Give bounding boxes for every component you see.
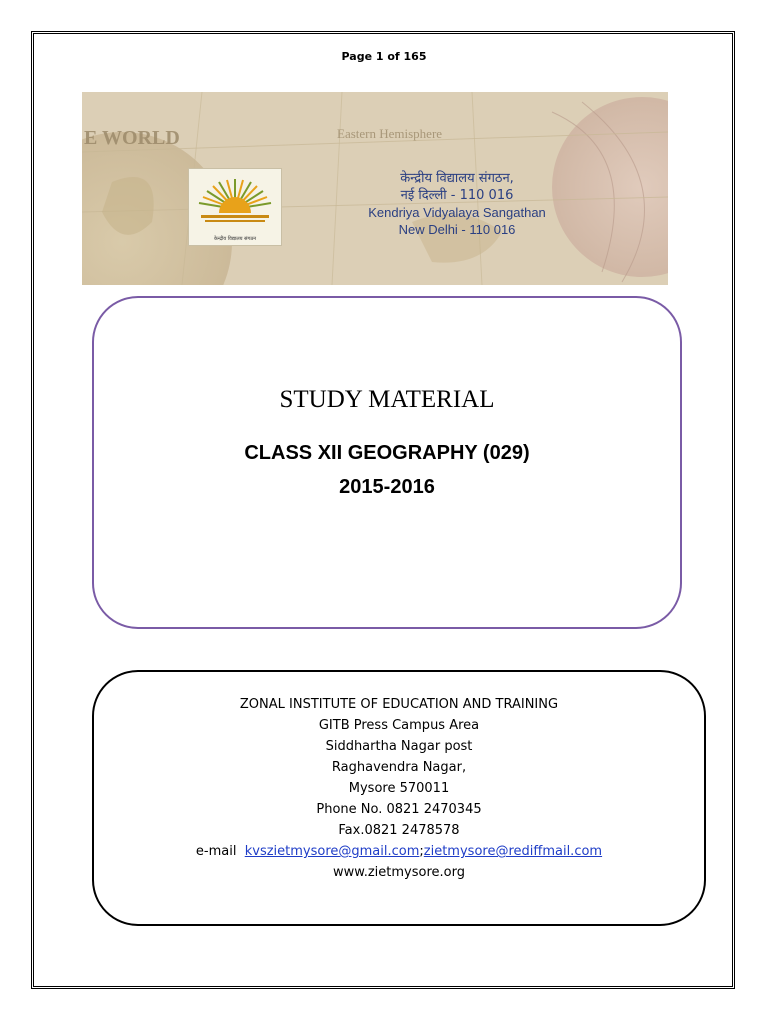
fax-number: Fax.0821 2478578 <box>338 823 460 838</box>
website: www.zietmysore.org <box>333 865 465 880</box>
kvs-address-text <box>312 170 602 238</box>
email-label: e-mail <box>195 844 237 859</box>
kvs-banner <box>82 92 668 285</box>
address-line: Raghavendra Nagar, <box>331 760 467 775</box>
map-title-text: E WORLD <box>84 127 180 149</box>
email-separator: ; <box>419 844 424 859</box>
map-hemisphere-text: Eastern Hemisphere <box>337 126 443 141</box>
address-city: Mysore 570011 <box>348 781 450 796</box>
kvs-logo <box>188 168 282 246</box>
page-number: Page 1 of 165 <box>341 50 427 63</box>
address-line: Siddhartha Nagar post <box>325 739 473 754</box>
english-line-1: Kendriya Vidyalaya Sangathan <box>368 205 546 220</box>
institute-name: ZONAL INSTITUTE OF EDUCATION AND TRAINING <box>239 697 559 712</box>
class-subject: CLASS XII GEOGRAPHY (029) <box>244 442 530 464</box>
title-box <box>92 296 682 629</box>
hindi-line-1: केन्द्रीय विद्यालय संगठन, <box>400 171 514 186</box>
logo-caption: केन्द्रीय विद्यालय संगठन <box>213 236 257 242</box>
hindi-line-2: नई दिल्ली - 110 016 <box>400 188 514 203</box>
academic-year: 2015-2016 <box>339 476 435 498</box>
address-line: GITB Press Campus Area <box>318 718 480 733</box>
address-lines <box>94 694 704 883</box>
document-title: STUDY MATERIAL <box>279 386 495 413</box>
email-link-gmail[interactable]: kvszietmysore@gmail.com <box>244 844 420 859</box>
english-line-2: New Delhi - 110 016 <box>398 222 516 237</box>
address-box <box>92 670 706 926</box>
phone-number: Phone No. 0821 2470345 <box>316 802 482 817</box>
rising-sun-icon <box>189 169 281 233</box>
email-row <box>94 841 704 862</box>
email-link-rediffmail[interactable]: zietmysore@rediffmail.com <box>423 844 603 859</box>
